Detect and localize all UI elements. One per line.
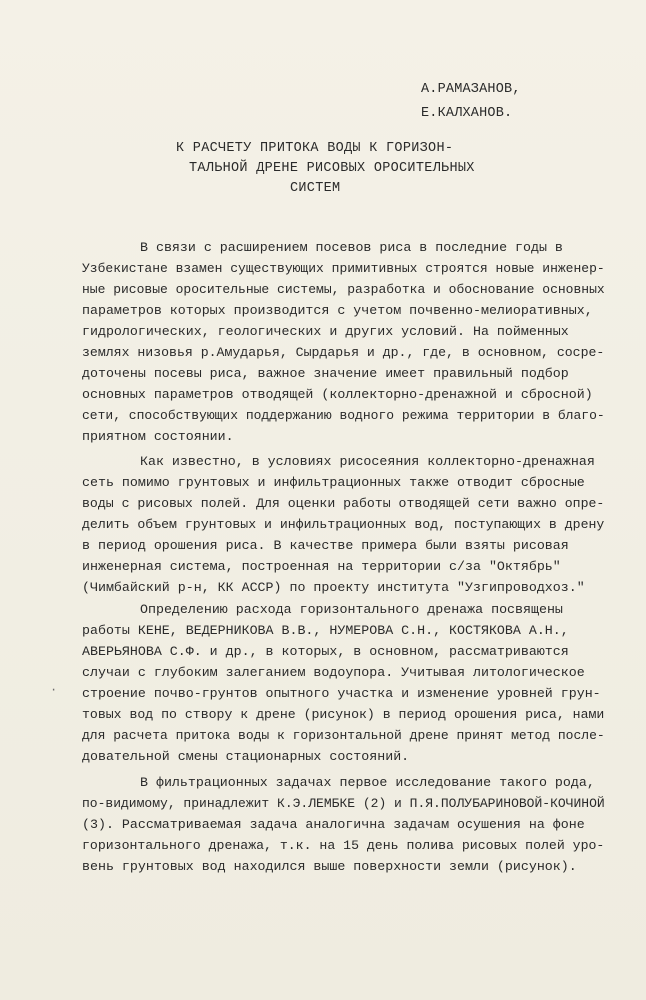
body-line: в период орошения риса. В качестве примера были взяты рисовая [82, 538, 569, 553]
body-line: Как известно, в условиях рисосеяния коллекторно-дренажная [140, 454, 595, 469]
author-2: Е.КАЛХАНОВ. [421, 106, 513, 121]
body-line: делить объем грунтовых и инфильтрационных вод, поступающих в дрену [82, 517, 605, 532]
body-line: для расчета притока воды к горизонтальной дрене принят метод после- [82, 728, 605, 743]
body-line: товых вод по створу к дрене (рисунок) в период орошения риса, нами [82, 707, 605, 722]
body-line: доточены посевы риса, важное значение имеет правильный подбор [82, 366, 569, 381]
body-line: сети, способствующих поддержанию водного режима территории в благо- [82, 408, 605, 423]
body-line: Определению расхода горизонтального дренажа посвящены [140, 602, 563, 617]
body-line: сеть помимо грунтовых и инфильтрационных также отводит сбросные [82, 475, 585, 490]
body-line: по-видимому, принадлежит К.Э.ЛЕМБКЕ (2) и П.Я.ПОЛУБАРИНОВОЙ-КОЧИНОЙ [82, 796, 605, 811]
body-line: довательной смены стационарных состояний. [82, 749, 410, 764]
body-line: работы КЕНЕ, ВЕДЕРНИКОВА В.В., НУМЕРОВА С.Н., КОСТЯКОВА А.Н., [82, 623, 569, 638]
body-line: АВЕРЬЯНОВА С.Ф. и др., в которых, в основном, рассматриваются [82, 644, 569, 659]
body-line: (Чимбайский р-н, КК АССР) по проекту института "Узгипроводхоз." [82, 580, 585, 595]
title-line-3: СИСТЕМ [290, 181, 341, 196]
body-line: В связи с расширением посевов риса в последние годы в [140, 240, 563, 255]
title-line-2: ТАЛЬНОЙ ДРЕНЕ РИСОВЫХ ОРОСИТЕЛЬНЫХ [189, 161, 475, 176]
body-line: воды с рисовых полей. Для оценки работы отводящей сети важно опре- [82, 496, 605, 511]
body-line: основных параметров отводящей (коллекторно-дренажной и сбросной) [82, 387, 593, 402]
body-line: землях низовья р.Амударья, Сырдарья и др., где, в основном, сосре- [82, 345, 605, 360]
body-line: гидрологических, геологических и других условий. На пойменных [82, 324, 569, 339]
body-line: параметров которых производится с учетом почвенно-мелиоративных, [82, 303, 593, 318]
body-line: инженерная система, построенная на территории с/за "Октябрь" [82, 559, 561, 574]
body-line: случаи с глубоким залеганием водоупора. Учитывая литологическое [82, 665, 585, 680]
body-line: (3). Рассматриваемая задача аналогична задачам осушения на фоне [82, 817, 585, 832]
body-line: В фильтрационных задачах первое исследование такого рода, [140, 775, 595, 790]
body-line: горизонтального дренажа, т.к. на 15 день полива рисовых полей уро- [82, 838, 605, 853]
body-line: ные рисовые оросительные системы, разработка и обоснование основных [82, 282, 605, 297]
title-line-1: К РАСЧЕТУ ПРИТОКА ВОДЫ К ГОРИЗОН- [176, 141, 454, 156]
body-line: вень грунтовых вод находился выше поверхности земли (рисунок). [82, 859, 577, 874]
body-line: строение почво-грунтов опытного участка и изменение уровней грун- [82, 686, 601, 701]
body-line: приятном состоянии. [82, 429, 234, 444]
margin-dot: · [50, 683, 58, 697]
body-line: Узбекистане взамен существующих примитивных строятся новые инженер- [82, 261, 605, 276]
author-1: А.РАМАЗАНОВ, [421, 82, 521, 97]
